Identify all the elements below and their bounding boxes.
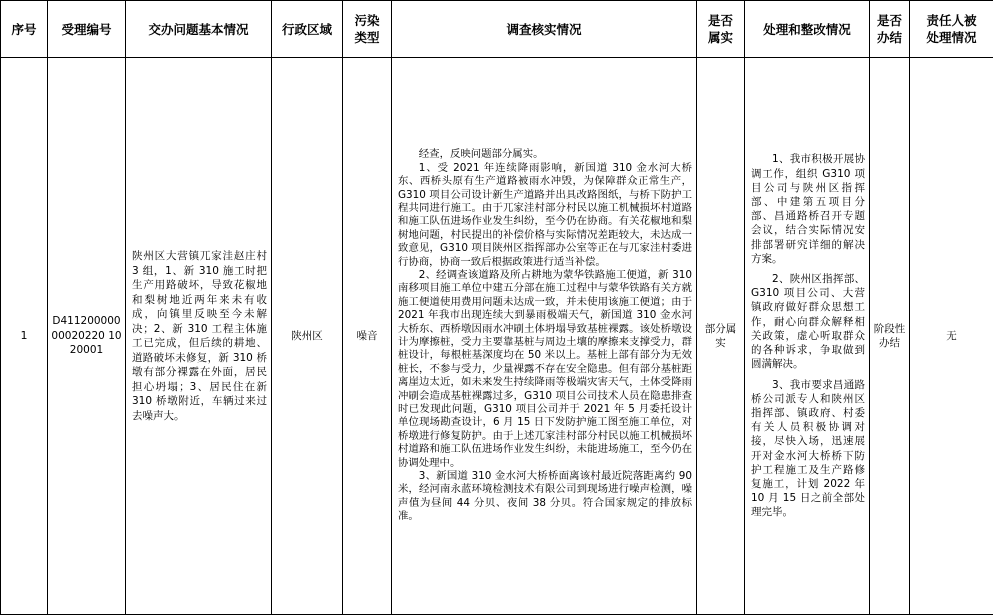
header-acceptance-no: 受理编号	[48, 1, 126, 58]
cell-investigation	[392, 58, 697, 615]
cell-verified	[697, 58, 745, 615]
cell-acceptance-no	[48, 58, 126, 615]
header-accountability-line2: 处理情况	[926, 30, 977, 45]
handling-paragraph: 3、我市要求昌通路桥公司派专人和陕州区指挥部、镇政府、村委有关人员积极协调对接，尽快入场，迅速展开对金水河大桥桥下防护工程施工及生产路修复施工，计划 2022 年 10 月 15 日之前全部处理完毕。	[751, 378, 865, 519]
header-handling: 处理和整改情况	[745, 1, 870, 58]
verified-text: 部分属实	[704, 323, 737, 349]
header-row	[1, 1, 993, 58]
header-verified-line1: 是否	[707, 13, 733, 28]
header-accountability-line1: 责任人被	[926, 13, 977, 28]
header-seq: 序号	[1, 1, 48, 58]
header-accountability	[910, 1, 993, 58]
handling-paragraph: 1、我市积极开展协调工作，组织 G310 项目公司与陕州区指挥部、中建第五项目分部、昌通路桥召开专题会议，结合实际情况安排部署研究详细的解决方案。	[751, 153, 865, 265]
issue-text: 陕州区大营镇兀家洼赵庄村 3 组，1、新 310 施工时把生产用路破坏，导致花椒地和梨树地近两年来未有收成，向镇里反映至今未解决；2、新 310 工程主体施工已完成，但后续的耕地、道路破坏未修复，新 310 桥墩有部分裸露在外面，居民担心坍塌；3、居民住在新 310 桥墩附近，车辆过来过去噪声大。	[132, 250, 267, 422]
header-pollution-type-line1: 污染	[354, 13, 380, 28]
header-pollution-type	[343, 1, 392, 58]
cell-handling	[745, 58, 870, 615]
handling-paragraph: 2、陕州区指挥部、G310 项目公司、大营镇政府做好群众思想工作，耐心向群众解释相关政策，虚心听取群众的各种诉求，争取做到圆满解决。	[751, 273, 865, 371]
investigation-paragraph: 3、新国道 310 金水河大桥桥面离该村最近院落距离约 90 米，经河南永蓝环境检测技术有限公司到现场进行噪声检测，噪声值为昼间 44 分贝、夜间 38 分贝。符合国家规定的排放标准。	[398, 470, 692, 523]
cell-accountability: 无	[910, 58, 993, 615]
header-completed-line2: 办结	[876, 30, 902, 45]
cell-completed	[870, 58, 910, 615]
cell-seq: 1	[1, 58, 48, 615]
investigation-text	[392, 148, 696, 523]
cell-district: 陕州区	[272, 58, 343, 615]
header-completed-line1: 是否	[876, 13, 902, 28]
header-pollution-type-line2: 类型	[354, 30, 380, 45]
completed-text: 阶段性办结	[873, 323, 906, 349]
header-district: 行政区域	[272, 1, 343, 58]
header-issue: 交办问题基本情况	[126, 1, 272, 58]
cell-pollution-type: 噪音	[343, 58, 392, 615]
header-verified-line2: 属实	[707, 30, 733, 45]
header-investigation: 调查核实情况	[392, 1, 697, 58]
cell-issue	[126, 58, 272, 615]
header-verified	[697, 1, 745, 58]
investigation-paragraph: 1、受 2021 年连续降雨影响，新国道 310 金水河大桥东、西桥头原有生产道路被雨水冲毁，为保障群众正常生产，G310 项目公司设计新生产道路并出具改路图纸，与桥下防护工程共同进行施工。由于兀家洼村部分村民以施工机械损坏村道路和施工队伍进场作业发生纠纷，至今仍在协商。有关花椒地和梨树地问题，村民提出的补偿价格与实际情况差距较大，未达成一致意见，G310 项目陕州区指挥部办公室等正在与兀家洼村委进行协商，协商一致后根据政策进行适当补偿。	[398, 161, 692, 268]
table-row	[1, 58, 993, 615]
acceptance-no-text: D41120000000020220 1020001	[51, 315, 122, 357]
investigation-paragraph: 经查，反映问题部分属实。	[418, 148, 544, 161]
header-completed	[870, 1, 910, 58]
investigation-paragraph: 2、经调查该道路及所占耕地为蒙华铁路施工便道，新 310 南移项目施工单位中建五分部在施工过程中与蒙华铁路有关方就施工便道使用费用问题未达成一致，并未使用该施工便道；由于 2021 年我市出现连续大到暴雨极端天气，新国道 310 金水河大桥东、西桥墩因雨水冲刷土体坍塌导致基桩裸露。该处桥墩设计为摩擦桩，受力主要靠基桩与周边土壤的摩擦来支撑受力，群桩设计，每根桩基深度均在 50 米以上。基桩上部有部分为无效桩长，不参与受力，少量裸露不存在安全隐患。但有部分基桩距离崖边太近，如未来发生持续降雨等极端灾害天气，土体受降雨冲刷会造成基桩裸露过多，G310 项目公司技术人员在隐患排查时已发现此问题，G310 项目公司并于 2021 年 5 月委托设计单位现场勘查设计，6 月 15 日下发防护施工图至施工单位，对桥墩进行修复防护。由于上述兀家洼村部分村民以施工机械损坏村道路和施工队伍进场作业发生纠纷，未能进场施工，至今仍在协调处理中。	[398, 268, 692, 469]
handling-text	[745, 152, 869, 519]
